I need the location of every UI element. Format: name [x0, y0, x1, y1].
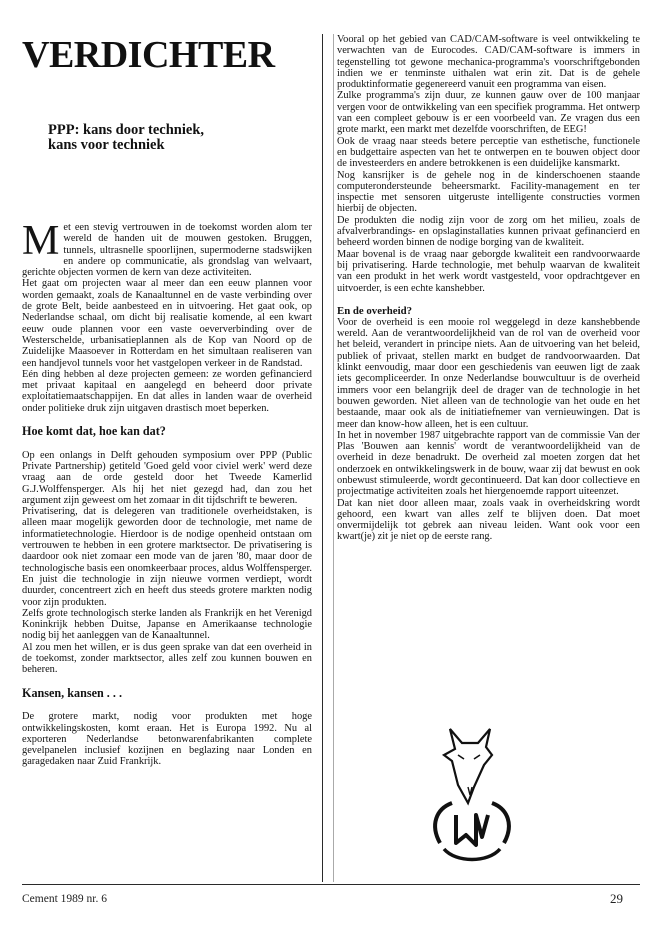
footer-rule: [22, 884, 640, 885]
right-paragraph: De produkten die nodig zijn voor de zorg om het milieu, zoals de afvalverbrandings- en opslaginstallaties kunnen privaat gefinancierd en beheerd worden binnen de nodige borging van de kwaliteit.: [337, 214, 640, 249]
right-paragraph: Maar bovenal is de vraag naar geborgde kwaliteit een randvoorwaarde bij privatisering. Harde technologie, met behulp waarvan de kwaliteit van een produkt in het werk wordt vastgesteld, voor opdrachtgever en uitvoerder, is een echte kanshebber.: [337, 248, 640, 294]
left-paragraph: Op een onlangs in Delft gehouden symposium over PPP (Public Private Partnership) getiteld 'Goed geld voor civiel werk' werd deze vraag aan de orde gesteld door het Tweede Kamerlid G.J.Wolffensperger. Als hij het niet gezegd had, dan zou het argument zijn geweest om het zomaar in dit tijdschrift te beweren.: [22, 449, 312, 506]
left-heading: Hoe komt dat, hoe kan dat?: [22, 424, 166, 439]
column-masthead: VERDICHTER: [22, 34, 275, 76]
left-paragraph: Eén ding hebben al deze projecten gemeen: ze worden gefinancierd met privaat kapitaal en aangelegd en beheerd door private exploitatiemaatschappijen. En dat alles in landen waar de overheid onder politieke druk zijn uitgaven drastisch moet beperken.: [22, 368, 312, 414]
right-spacer: [337, 294, 640, 305]
intro-text: et een stevig vertrouwen in de toekomst worden alom ter wereld de handen uit de mouwen gestoken. Bruggen, tunnels, ultrasnelle spoorlijnen, supermoderne stadswijken en andere op communicatie, als grondslag van welvaart, gerichte objecten vormen de kern van deze activiteiten.: [22, 222, 312, 279]
right-paragraph: Dat kan niet door alleen maar, zoals vaak in overheidskring wordt gehoord, een kwart van alles zelf te blijven doen. Dat moet onvermijdelijk tot gebrek aan niveau leiden. Want ook voor een kwart(je) zit je niet op de eerste rang.: [337, 497, 640, 543]
right-paragraph: Ook de vraag naar steeds betere perceptie van esthetische, functionele en budgettaire aspecten van het te ontwerpen en te bouwen object door de investeerders en andere betrokkenen is een duidelijke kansmarkt.: [337, 135, 640, 170]
right-paragraph: Zulke programma's zijn duur, ze kunnen gauw over de 100 manjaar vergen voor de ontwikkeling van een specifiek programma. Het ontwerp van een compleet gebouw is er een voorbeeld van. Ze vragen dus een grote markt, een markt met dezelfde voorschriften, de EEG!: [337, 90, 640, 136]
article-title: [48, 123, 318, 153]
left-heading: Kansen, kansen . . .: [22, 685, 122, 700]
drop-cap: M: [22, 218, 60, 264]
page-number: 29: [610, 891, 623, 906]
column-divider: [322, 34, 323, 882]
column-divider-thin: [333, 34, 334, 882]
right-paragraph: Nog kansrijker is de gehele nog in de kinderschoenen staande computerondersteunde beheersmarkt. Facility-management en ter inspectie met sensoren uitgeruste intelligente constructies vormen hierbij de objecten.: [337, 169, 640, 215]
left-paragraph: Al zou men het willen, er is dus geen sprake van dat een overheid in de toekomst, zonder marktsector, alles zelf zou kunnen bouwen en beheren.: [22, 641, 312, 676]
title-line-1: PPP: kans door techniek,: [48, 122, 205, 138]
right-paragraph: Voor de overheid is een mooie rol weggelegd in deze kanshebbende wereld. Aan de verantwoordelijkheid van de rol van de overheid voor het beleid, verandert in principe niets. Aan de uitvoering van het beleid, publiek of privaat, stellen markt en budget de randvoorwaarden. Dat klinkt eenvoudig, maar door een geschiedenis van eeuwen ligt de zaak iets gecompliceerder. In onze Nederlandse bouwcultuur is de overheid immers voor een belangrijk deel de drager van de technologie in het bouwen geworden. Niet alleen van de technologie van het oude en het bestaande, maar ook als de initiatiefnemer van vernieuwingen. Dat is meer dan know-how alleen, het is een cultuur.: [337, 316, 640, 430]
left-paragraph: Het gaat om projecten waar al meer dan een eeuw plannen voor worden gemaakt, zoals de Kanaaltunnel en de vaste verbinding over de grote Belt, beide aanbesteed en in uitvoering. Het gaat ook, op Nederlandse schaal, om dicht bij realisatie komende, al een kwart eeuw oude plannen voor een vaste oeververbinding over de Westerschelde, urbanisatieplannen als de Kop van Noord op de Zuidelijke Maasoever in Rotterdam en het simultaan realiseren van een handjevol tunnels voor het vastgelopen verkeer in de Randstad.: [22, 278, 312, 369]
title-line-2: kans voor techniek: [48, 137, 165, 153]
left-paragraph: Zelfs grote technologisch sterke landen als Frankrijk en het Verenigd Koninkrijk hebben Duitse, Japanse en Amerikaanse technologie nodig bij het aanleggen van de Kanaaltunnel.: [22, 607, 312, 642]
right-heading: En de overheid?: [337, 304, 412, 317]
fox-logo-icon: [422, 725, 522, 870]
right-paragraph: In het in november 1987 uitgebrachte rapport van de commissie Van der Plas 'Bouwen aan kennis' wordt de verantwoordelijkheid van de overheid in deze benadrukt. De overheid zal moeten zorgen dat het onderzoek en ontwikkelingswerk in de bouw, waar zij dat bewust en ook onbewust stimuleerde, wordt gecontinueerd. Dat kan door collectieve en projectmatige activiteiten zoals het hiergenoemde rapport uiteenzet.: [337, 429, 640, 498]
left-paragraph: Privatisering, dat is delegeren van traditionele overheidstaken, is alleen maar mogelijk geworden door de technologie, met name de informatietechnologie. Hierdoor is de nodige openheid ontstaan om vertrouwen te hebben in een grotere marktsector. De privatisering is daardoor ook niet zomaar een mode van de jaren '80, maar door de technologische basis een onomkeerbaar proces, aldus Wolffensperger. En juist die technologie in zijn nieuwe vormen verdiept, wordt duurder, concentreert zich en heeft dus steeds grotere markten nodig voor zijn produkten.: [22, 506, 313, 608]
intro-paragraph: [22, 218, 313, 768]
publication-info: Cement 1989 nr. 6: [22, 893, 107, 905]
left-paragraph: De grotere markt, nodig voor produkten met hoge ontwikkelingskosten, komt eraan. Het is Europa 1992. Nu al exporteren Nederlandse betonwarenfabrikanten complete gevelpanelen inclusief kozijnen en beglazing naar Londen en garagedaken naar Zuid Frankrijk.: [22, 711, 312, 768]
right-column: [337, 34, 640, 543]
left-column-body: [22, 278, 312, 767]
right-column-body: [337, 34, 640, 543]
right-paragraph: Vooral op het gebied van CAD/CAM-software is veel ontwikkeling te verwachten van de Eurocodes. CAD/CAM-software is immers in tegenstelling tot gewone mechanica-programma's voorschriftgebonden indien we er tenminste uithalen wat erin zit. Dat is de gehele produktinformatie gegenereerd vanuit een programma van eisen.: [337, 34, 640, 91]
